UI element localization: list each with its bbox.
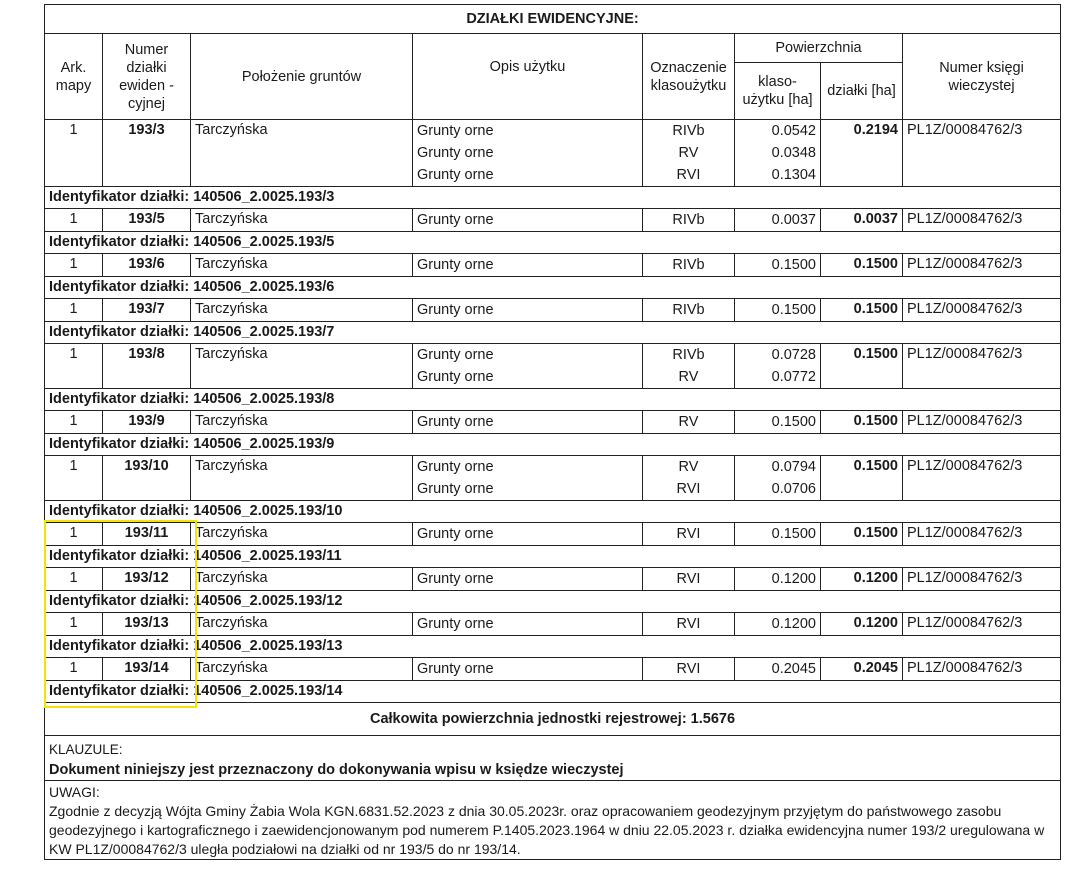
total-area: Całkowita powierzchnia jednostki rejestrowej: 1.5676 <box>45 703 1061 736</box>
cell-pow-uzytku-line: 0.0794 <box>771 459 816 475</box>
header-powierzchnia: Powierzchnia <box>735 34 903 63</box>
identifier-label: Identyfikator działki: <box>49 391 190 407</box>
header-opis: Opis użytku <box>413 34 643 120</box>
cell-klasa-line: RIVb <box>672 123 705 139</box>
header-oznaczenie: Oznaczenie klasoużytku <box>643 34 735 120</box>
identifier-cell <box>45 277 1061 299</box>
identifier-row <box>45 187 1061 209</box>
cell-opis <box>413 523 643 546</box>
cell-pow-uzytku <box>735 523 821 546</box>
cell-ark: 1 <box>45 523 103 546</box>
cell-opis-line: Grunty orne <box>417 414 494 430</box>
cell-kw: PL1Z/00084762/3 <box>903 568 1061 591</box>
identifier-cell <box>45 322 1061 344</box>
cell-numer: 193/3 <box>103 120 191 187</box>
cell-ark: 1 <box>45 613 103 636</box>
cell-polozenie: Tarczyńska <box>191 120 413 187</box>
table-row <box>45 568 1061 591</box>
cell-klasa <box>643 411 735 434</box>
cell-kw: PL1Z/00084762/3 <box>903 120 1061 187</box>
identifier-row <box>45 591 1061 613</box>
uwagi-text: Zgodnie z decyzją Wójta Gminy Żabia Wola KGN.6831.52.2023 z dnia 30.05.2023r. oraz opracowaniem geodezyjnym przyjętym do państwowego zasobu geodezyjnego i kartograficznego i zaewidencjonowanym pod numerem P.1405.2023.1964 w dniu 22.05.2023 r. działka ewidencyjna numer 193/2 uregulowana w KW PL1Z/00084762/3 uległa podziałowi na działki od nr 193/5 do nr 193/14. <box>49 803 1045 857</box>
cell-klasa-line: RVI <box>676 661 701 677</box>
table-row <box>45 658 1061 681</box>
cell-klasa <box>643 568 735 591</box>
klauzule-section <box>45 736 1061 781</box>
cell-numer: 193/7 <box>103 299 191 322</box>
cell-klasa-line: RV <box>678 414 699 430</box>
cell-klasa <box>643 613 735 636</box>
cell-ark: 1 <box>45 120 103 187</box>
cell-numer: 193/5 <box>103 209 191 232</box>
cell-opis-line: Grunty orne <box>417 481 494 497</box>
table-row <box>45 120 1061 187</box>
cell-polozenie: Tarczyńska <box>191 254 413 277</box>
cell-ark: 1 <box>45 456 103 501</box>
cell-pow-dzialki: 0.1200 <box>821 568 903 591</box>
cell-opis <box>413 299 643 322</box>
cell-numer: 193/9 <box>103 411 191 434</box>
cell-pow-uzytku <box>735 254 821 277</box>
cell-pow-uzytku-line: 0.1500 <box>771 257 816 273</box>
cell-opis-line: Grunty orne <box>417 302 494 318</box>
identifier-label: Identyfikator działki: <box>49 189 190 205</box>
cell-numer: 193/12 <box>103 568 191 591</box>
cell-klasa-line: RIVb <box>672 257 705 273</box>
cell-pow-uzytku-line: 0.1500 <box>771 302 816 318</box>
cell-pow-dzialki: 0.1500 <box>821 411 903 434</box>
cell-ark: 1 <box>45 411 103 434</box>
identifier-row <box>45 546 1061 568</box>
cell-klasa-line: RV <box>678 369 699 385</box>
identifier-value: 140506_2.0025.193/11 <box>193 548 342 564</box>
cell-pow-uzytku <box>735 456 821 501</box>
cell-numer: 193/13 <box>103 613 191 636</box>
cell-pow-dzialki: 0.1500 <box>821 523 903 546</box>
cell-klasa <box>643 344 735 389</box>
cell-klasa <box>643 523 735 546</box>
identifier-label: Identyfikator działki: <box>49 548 190 564</box>
identifier-row <box>45 636 1061 658</box>
cell-klasa-line: RVI <box>676 167 701 183</box>
cell-polozenie: Tarczyńska <box>191 523 413 546</box>
registry-sheet <box>44 4 1060 870</box>
table-row <box>45 254 1061 277</box>
identifier-cell <box>45 389 1061 411</box>
parcels-table <box>44 4 1061 860</box>
cell-opis <box>413 120 643 187</box>
cell-pow-uzytku <box>735 658 821 681</box>
cell-klasa-line: RVI <box>676 526 701 542</box>
cell-ark: 1 <box>45 209 103 232</box>
cell-pow-uzytku-line: 0.0706 <box>771 481 816 497</box>
cell-opis <box>413 456 643 501</box>
identifier-value: 140506_2.0025.193/12 <box>193 593 343 609</box>
identifier-cell <box>45 636 1061 658</box>
cell-klasa-line: RIVb <box>672 347 705 363</box>
cell-pow-uzytku-line: 0.0037 <box>771 212 816 228</box>
identifier-label: Identyfikator działki: <box>49 593 190 609</box>
cell-opis-line: Grunty orne <box>417 347 494 363</box>
cell-kw: PL1Z/00084762/3 <box>903 254 1061 277</box>
cell-klasa <box>643 456 735 501</box>
header-polozenie: Położenie gruntów <box>191 34 413 120</box>
cell-opis-line: Grunty orne <box>417 167 494 183</box>
cell-pow-uzytku <box>735 209 821 232</box>
header-klasouzytku: klaso- użytku [ha] <box>735 63 821 120</box>
identifier-row <box>45 232 1061 254</box>
cell-ark: 1 <box>45 568 103 591</box>
cell-klasa <box>643 209 735 232</box>
cell-opis-line: Grunty orne <box>417 145 494 161</box>
cell-kw: PL1Z/00084762/3 <box>903 411 1061 434</box>
identifier-row <box>45 501 1061 523</box>
header-ksiega: Numer księgi wieczystej <box>903 34 1061 120</box>
identifier-value: 140506_2.0025.193/8 <box>193 391 335 407</box>
identifier-row <box>45 389 1061 411</box>
cell-pow-uzytku <box>735 613 821 636</box>
header-dzialki: działki [ha] <box>821 63 903 120</box>
cell-polozenie: Tarczyńska <box>191 568 413 591</box>
cell-opis-line: Grunty orne <box>417 526 494 542</box>
identifier-value: 140506_2.0025.193/3 <box>193 189 335 205</box>
cell-pow-uzytku <box>735 411 821 434</box>
cell-opis-line: Grunty orne <box>417 661 494 677</box>
cell-kw: PL1Z/00084762/3 <box>903 456 1061 501</box>
cell-pow-dzialki: 0.2194 <box>821 120 903 187</box>
cell-opis <box>413 209 643 232</box>
cell-polozenie: Tarczyńska <box>191 658 413 681</box>
cell-klasa <box>643 254 735 277</box>
cell-pow-uzytku-line: 0.0542 <box>771 123 816 139</box>
identifier-value: 140506_2.0025.193/14 <box>193 683 343 699</box>
cell-kw: PL1Z/00084762/3 <box>903 523 1061 546</box>
table-row <box>45 613 1061 636</box>
identifier-value: 140506_2.0025.193/10 <box>193 503 343 519</box>
identifier-row <box>45 322 1061 344</box>
klauzule-label: KLAUZULE: <box>49 742 123 757</box>
table-row <box>45 523 1061 546</box>
identifier-label: Identyfikator działki: <box>49 503 190 519</box>
cell-pow-uzytku <box>735 299 821 322</box>
cell-klasa-line: RIVb <box>672 302 705 318</box>
identifier-label: Identyfikator działki: <box>49 436 190 452</box>
cell-pow-uzytku-line: 0.1200 <box>771 571 816 587</box>
cell-opis <box>413 568 643 591</box>
cell-pow-uzytku <box>735 568 821 591</box>
cell-polozenie: Tarczyńska <box>191 411 413 434</box>
cell-klasa-line: RVI <box>676 616 701 632</box>
identifier-cell <box>45 681 1061 703</box>
cell-pow-dzialki: 0.2045 <box>821 658 903 681</box>
cell-ark: 1 <box>45 254 103 277</box>
identifier-label: Identyfikator działki: <box>49 279 190 295</box>
cell-ark: 1 <box>45 658 103 681</box>
table-row <box>45 411 1061 434</box>
cell-pow-uzytku-line: 0.0772 <box>771 369 816 385</box>
klauzule-text: Dokument niniejszy jest przeznaczony do dokonywania wpisu w księdze wieczystej <box>49 762 624 778</box>
cell-numer: 193/10 <box>103 456 191 501</box>
cell-pow-uzytku-line: 0.1200 <box>771 616 816 632</box>
cell-ark: 1 <box>45 299 103 322</box>
identifier-value: 140506_2.0025.193/13 <box>193 638 343 654</box>
cell-opis-line: Grunty orne <box>417 257 494 273</box>
identifier-cell <box>45 187 1061 209</box>
identifier-row <box>45 277 1061 299</box>
cell-numer: 193/8 <box>103 344 191 389</box>
cell-pow-uzytku-line: 0.1500 <box>771 414 816 430</box>
cell-polozenie: Tarczyńska <box>191 456 413 501</box>
cell-pow-uzytku-line: 0.1304 <box>771 167 816 183</box>
cell-klasa-line: RVI <box>676 481 701 497</box>
cell-numer: 193/6 <box>103 254 191 277</box>
cell-opis-line: Grunty orne <box>417 571 494 587</box>
cell-opis <box>413 411 643 434</box>
header-numer: Numer działki ewiden -cyjnej <box>103 34 191 120</box>
cell-ark: 1 <box>45 344 103 389</box>
cell-klasa-line: RIVb <box>672 212 705 228</box>
cell-pow-uzytku-line: 0.0348 <box>771 145 816 161</box>
cell-pow-dzialki: 0.1200 <box>821 613 903 636</box>
identifier-value: 140506_2.0025.193/6 <box>193 279 335 295</box>
identifier-value: 140506_2.0025.193/5 <box>193 234 335 250</box>
cell-polozenie: Tarczyńska <box>191 299 413 322</box>
cell-pow-dzialki: 0.1500 <box>821 254 903 277</box>
cell-polozenie: Tarczyńska <box>191 344 413 389</box>
cell-klasa-line: RV <box>678 145 699 161</box>
identifier-cell <box>45 232 1061 254</box>
cell-pow-uzytku <box>735 120 821 187</box>
cell-pow-uzytku-line: 0.0728 <box>771 347 816 363</box>
cell-klasa <box>643 658 735 681</box>
identifier-row <box>45 681 1061 703</box>
cell-pow-uzytku-line: 0.1500 <box>771 526 816 542</box>
identifier-row <box>45 434 1061 456</box>
cell-klasa <box>643 120 735 187</box>
cell-pow-uzytku <box>735 344 821 389</box>
cell-opis <box>413 613 643 636</box>
cell-kw: PL1Z/00084762/3 <box>903 209 1061 232</box>
cell-kw: PL1Z/00084762/3 <box>903 613 1061 636</box>
identifier-label: Identyfikator działki: <box>49 683 190 699</box>
cell-klasa-line: RV <box>678 459 699 475</box>
uwagi-section <box>45 781 1061 860</box>
identifier-label: Identyfikator działki: <box>49 234 190 250</box>
identifier-label: Identyfikator działki: <box>49 324 190 340</box>
cell-opis <box>413 658 643 681</box>
cell-opis <box>413 344 643 389</box>
header-ark: Ark. mapy <box>45 34 103 120</box>
identifier-cell <box>45 434 1061 456</box>
identifier-label: Identyfikator działki: <box>49 638 190 654</box>
cell-klasa-line: RVI <box>676 571 701 587</box>
cell-opis-line: Grunty orne <box>417 369 494 385</box>
uwagi-label: UWAGI: <box>49 784 100 800</box>
cell-kw: PL1Z/00084762/3 <box>903 344 1061 389</box>
cell-kw: PL1Z/00084762/3 <box>903 299 1061 322</box>
cell-numer: 193/11 <box>103 523 191 546</box>
cell-opis-line: Grunty orne <box>417 123 494 139</box>
cell-pow-dzialki: 0.1500 <box>821 299 903 322</box>
identifier-cell <box>45 501 1061 523</box>
table-row <box>45 344 1061 389</box>
cell-klasa <box>643 299 735 322</box>
cell-pow-dzialki: 0.1500 <box>821 456 903 501</box>
cell-pow-uzytku-line: 0.2045 <box>771 661 816 677</box>
cell-opis <box>413 254 643 277</box>
identifier-value: 140506_2.0025.193/9 <box>193 436 335 452</box>
identifier-value: 140506_2.0025.193/7 <box>193 324 335 340</box>
table-title: DZIAŁKI EWIDENCYJNE: <box>45 5 1061 34</box>
cell-opis-line: Grunty orne <box>417 459 494 475</box>
cell-opis-line: Grunty orne <box>417 616 494 632</box>
table-row <box>45 299 1061 322</box>
table-row <box>45 209 1061 232</box>
cell-pow-dzialki: 0.0037 <box>821 209 903 232</box>
cell-polozenie: Tarczyńska <box>191 613 413 636</box>
table-row <box>45 456 1061 501</box>
cell-polozenie: Tarczyńska <box>191 209 413 232</box>
identifier-cell <box>45 591 1061 613</box>
identifier-cell <box>45 546 1061 568</box>
cell-opis-line: Grunty orne <box>417 212 494 228</box>
cell-numer: 193/14 <box>103 658 191 681</box>
cell-pow-dzialki: 0.1500 <box>821 344 903 389</box>
cell-kw: PL1Z/00084762/3 <box>903 658 1061 681</box>
